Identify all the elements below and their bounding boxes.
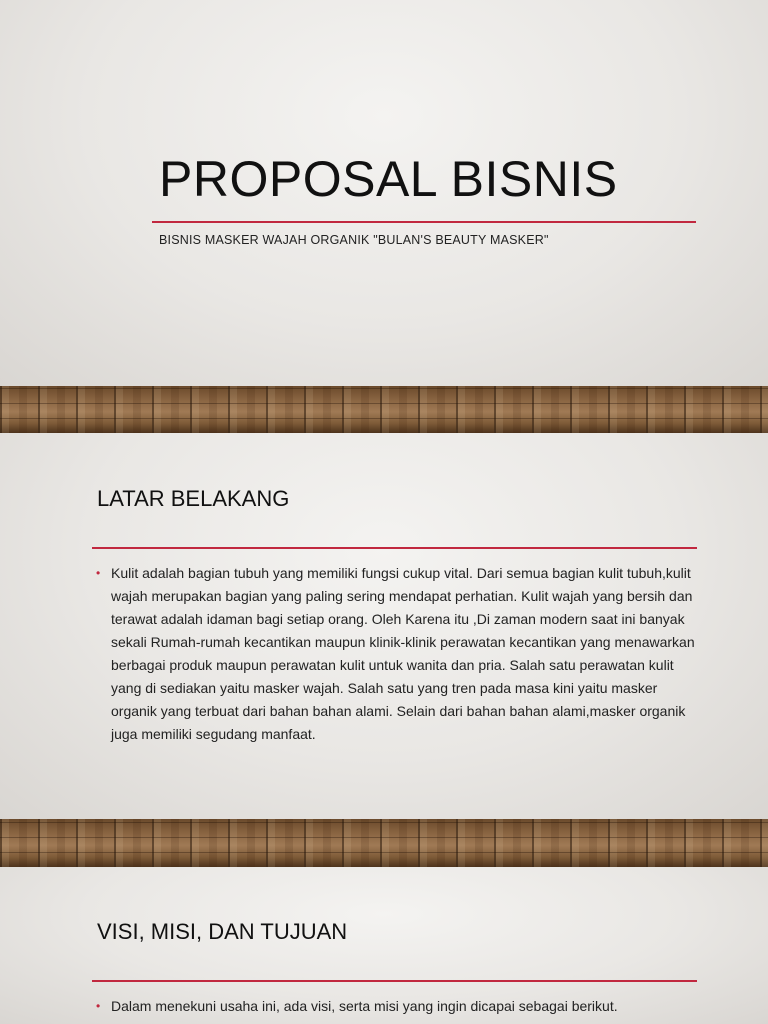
bullet-text: Dalam menekuni usaha ini, ada visi, serta misi yang ingin dicapai sebagai berikut. xyxy=(111,998,618,1014)
background-heading: LATAR BELAKANG xyxy=(97,486,290,511)
background-divider xyxy=(92,547,697,549)
vision-heading: VISI, MISI, DAN TUJUAN xyxy=(97,919,348,944)
background-bullet-list xyxy=(96,562,696,746)
background-slide xyxy=(0,433,768,819)
bullet-icon: • xyxy=(96,999,101,1013)
bullet-icon: • xyxy=(96,566,101,580)
presentation-title: PROPOSAL BISNIS xyxy=(159,151,618,207)
bullet-item xyxy=(96,995,696,1018)
vision-divider xyxy=(92,980,697,982)
title-divider xyxy=(152,221,696,223)
bullet-item xyxy=(96,562,696,746)
vision-bullet-list xyxy=(96,995,696,1018)
presentation-subtitle: BISNIS MASKER WAJAH ORGANIK "BULAN'S BEAUTY MASKER" xyxy=(159,233,549,247)
wood-floor-divider xyxy=(0,386,768,433)
title-slide xyxy=(0,0,768,386)
wood-floor-divider xyxy=(0,819,768,867)
bullet-text: Kulit adalah bagian tubuh yang memiliki fungsi cukup vital. Dari semua bagian kulit tubuh,kulit wajah merupakan bagian yang paling sering mendapat perhatian. Kulit wajah yang bersih dan terawat adalah idaman bagi setiap orang. Oleh Karena itu ,Di zaman modern saat ini banyak sekali Rumah-rumah kecantikan maupun klinik-klinik perawatan kecantikan yang menawarkan berbagai produk maupun perawatan kulit untuk wanita dan pria. Salah satu perawatan kulit yang di sediakan yaitu masker wajah. Salah satu yang tren pada masa kini yaitu masker organik yang terbuat dari bahan bahan alami. Selain dari bahan bahan alami,masker organik juga memiliki segudang manfaat. xyxy=(111,565,695,742)
vision-slide xyxy=(0,867,768,1024)
